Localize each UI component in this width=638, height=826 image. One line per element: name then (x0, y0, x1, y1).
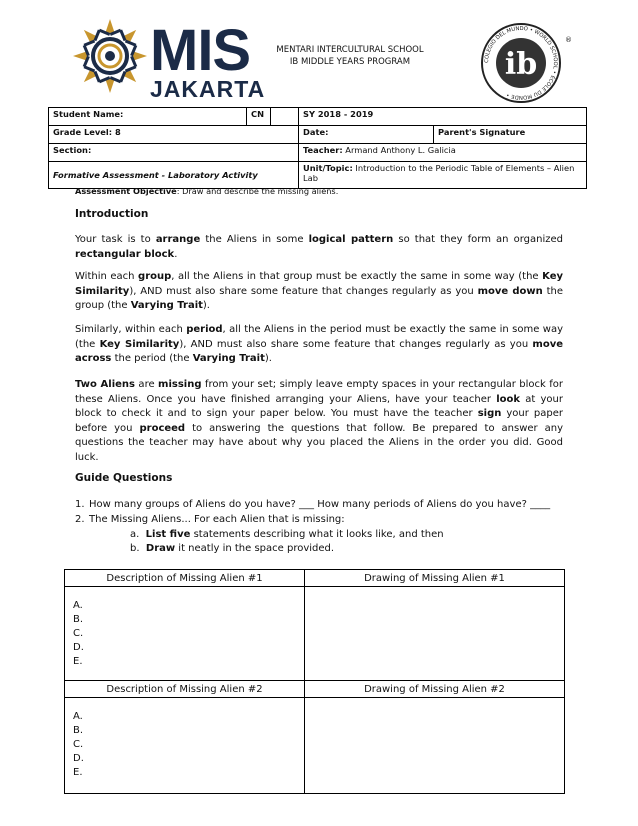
missing-aliens-table (64, 569, 565, 794)
section-cell[interactable]: Section: (49, 144, 299, 162)
logo-mis-text: MIS (150, 18, 251, 83)
date-cell[interactable]: Date: (299, 126, 434, 144)
assessment-type-cell: Formative Assessment - Laboratory Activity (49, 162, 299, 189)
school-heading (250, 44, 450, 68)
intro-paragraph-1: Your task is to arrange the Aliens in some logical pattern so that they form an organized rectangular block. (75, 234, 563, 260)
desc-alien-1-header: Description of Missing Alien #1 (65, 570, 305, 587)
cn-value-cell[interactable] (271, 108, 299, 126)
ib-world-school-logo (480, 22, 562, 104)
intro-paragraph-2: Within each group, all the Aliens in that group must be exactly the same in some way (the Key Similarity), AND must also share some feature that changes regularly as you move down the group (the Varying Trait). (75, 271, 563, 311)
intro-paragraph-3: Similarly, within each period, all the Aliens in the period must be exactly the same in some way (the Key Similarity), AND must also share some feature that changes regularly as you move across the period (the Varying Trait). (75, 324, 564, 364)
guide-questions-heading: Guide Questions (75, 472, 173, 484)
guide-sub-b: b. Draw it neatly in the space provided. (130, 543, 335, 554)
logo-jakarta-text: JAKARTA (150, 76, 266, 102)
desc-alien-1-cell[interactable]: A. B. C. D. E. (65, 587, 305, 681)
guide-question-1: 1. How many groups of Aliens do you have? ___ How many periods of Aliens do you have? ____ (75, 499, 551, 510)
teacher-cell: Teacher: Armand Anthony L. Galicia (299, 144, 587, 162)
draw-alien-2-header: Drawing of Missing Alien #2 (305, 681, 565, 698)
school-name: MENTARI INTERCULTURAL SCHOOL (276, 45, 424, 55)
desc-alien-2-header: Description of Missing Alien #2 (65, 681, 305, 698)
introduction-heading: Introduction (75, 208, 149, 220)
program-name: IB MIDDLE YEARS PROGRAM (289, 57, 411, 67)
draw-alien-1-header: Drawing of Missing Alien #1 (305, 570, 565, 587)
draw-alien-1-cell[interactable] (305, 587, 565, 681)
school-year-cell: SY 2018 - 2019 (299, 108, 587, 126)
registered-mark: ® (565, 36, 572, 44)
unit-topic-cell: Unit/Topic: Introduction to the Periodic Table of Elements – Alien Lab (299, 162, 587, 189)
parent-signature-cell[interactable]: Parent's Signature (434, 126, 587, 144)
assessment-objective: Assessment Objective: Draw and describe the missing aliens. (75, 186, 339, 196)
desc-alien-2-cell[interactable]: A. B. C. D. E. (65, 698, 305, 794)
mis-emblem-logo (72, 18, 148, 94)
guide-question-2: 2. The Missing Aliens... For each Alien that is missing: (75, 514, 345, 525)
draw-alien-2-cell[interactable] (305, 698, 565, 794)
ib-logo-text: ib (504, 47, 538, 82)
intro-paragraph-4: Two Aliens are missing from your set; simply leave empty spaces in your rectangular block for these Aliens. Once you have finished arranging your Aliens, have your teacher look at your block to check it and to sign your paper below. You must have the teacher sign your paper before you proceed to answering the questions that follow. Be prepared to answer any questions the teacher may have about why you placed the Aliens in the order you did. Good luck. (75, 379, 563, 463)
student-info-table (48, 107, 587, 189)
cn-label-cell: CN (247, 108, 271, 126)
student-name-cell[interactable]: Student Name: (49, 108, 247, 126)
guide-sub-a: a. List five statements describing what it looks like, and then (130, 529, 444, 540)
grade-level-cell: Grade Level: 8 (49, 126, 299, 144)
svg-text:COLEGIO DEL MUNDO • WORLD SCHO: COLEGIO DEL MUNDO • WORLD SCHOOL • ÉCOLE DU MONDE • (483, 25, 559, 101)
